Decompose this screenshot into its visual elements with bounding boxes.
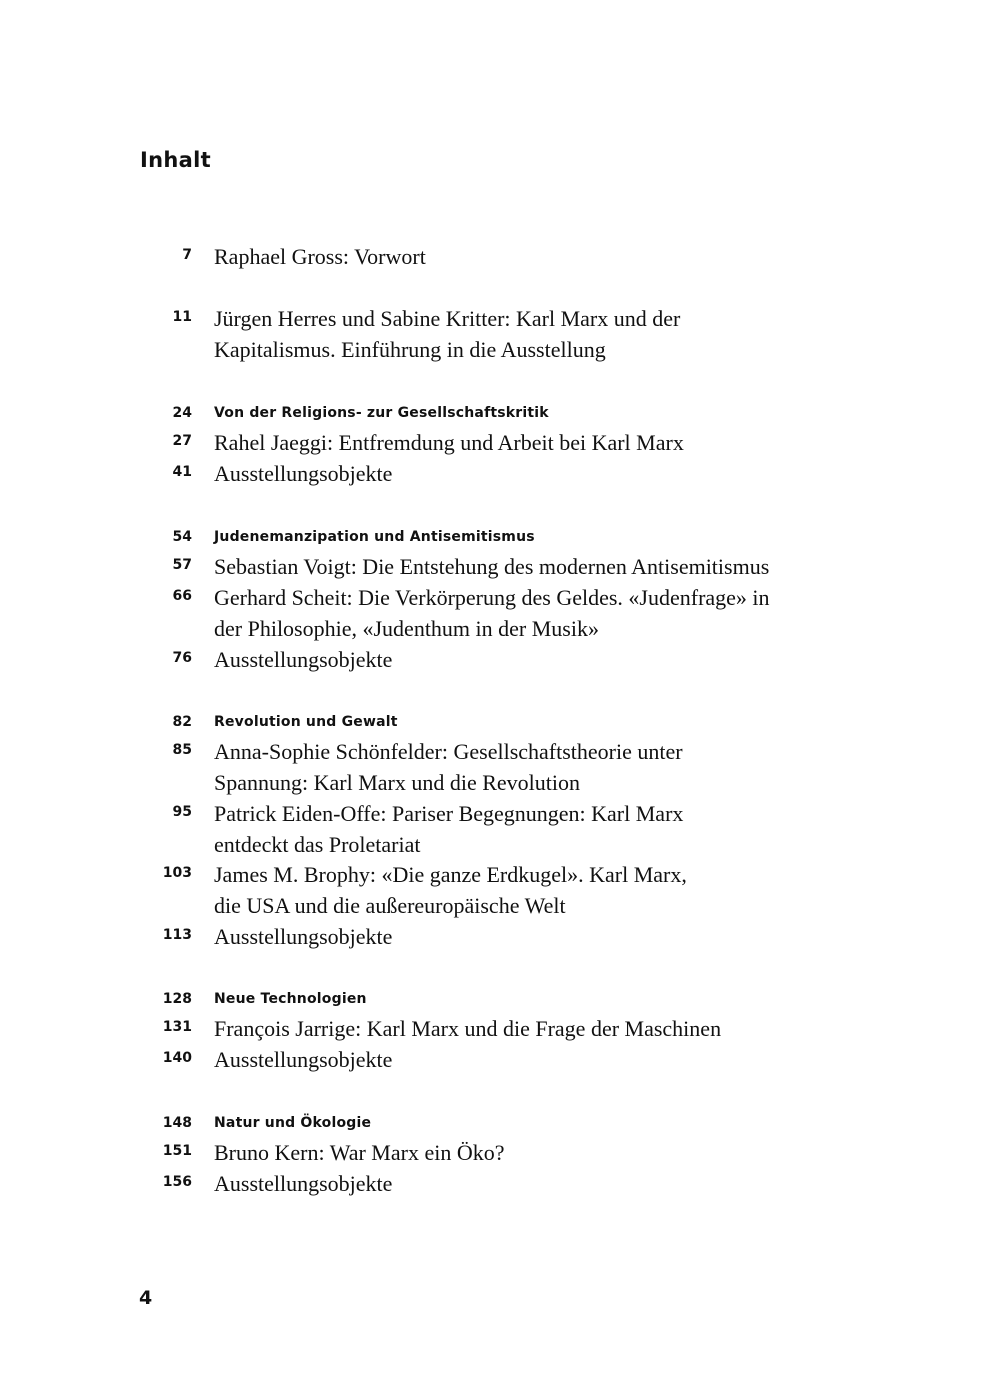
toc-page-number: 76 <box>172 650 192 666</box>
toc-page-number: 156 <box>162 1174 192 1190</box>
toc-entry-title: Ausstellungsobjekte <box>214 1171 393 1196</box>
page-number: 4 <box>139 1287 153 1309</box>
toc-entry-title: Anna-Sophie Schönfelder: Gesellschaftstheorie unter Spannung: Karl Marx und die Revolution <box>214 739 683 795</box>
toc-section-title: Natur und Ökologie <box>214 1115 372 1131</box>
toc-page-number: 113 <box>162 927 192 943</box>
toc-page-number: 41 <box>172 464 192 480</box>
toc-page-number: 24 <box>172 405 192 421</box>
toc-page-number: 151 <box>162 1143 192 1159</box>
toc-page-number: 85 <box>172 742 192 758</box>
toc-entry-title: Ausstellungsobjekte <box>214 1047 393 1072</box>
toc-page-number: 27 <box>172 433 192 449</box>
toc-section-title: Von der Religions- zur Gesellschaftskritik <box>214 405 549 421</box>
toc-entry-title: Patrick Eiden-Offe: Pariser Begegnungen: Karl Marx entdeckt das Proletariat <box>214 801 684 857</box>
toc-page-number: 103 <box>162 865 192 881</box>
toc-entry-title: Gerhard Scheit: Die Verkörperung des Geldes. «Judenfrage» in der Philosophie, «Judenthum in der Musik» <box>214 585 770 641</box>
toc-page-number: 57 <box>172 557 192 573</box>
toc-heading: Inhalt <box>140 148 211 172</box>
toc-entry-title: François Jarrige: Karl Marx und die Frage der Maschinen <box>214 1016 722 1041</box>
toc-entry-title: Raphael Gross: Vorwort <box>214 244 426 269</box>
toc-page-number: 131 <box>162 1019 192 1035</box>
toc-page-number: 128 <box>162 991 192 1007</box>
toc-entry-title: Ausstellungsobjekte <box>214 924 393 949</box>
toc-entry-title: James M. Brophy: «Die ganze Erdkugel». Karl Marx, die USA und die außereuropäische Welt <box>214 862 687 918</box>
toc-page-number: 66 <box>172 588 192 604</box>
toc-page-number: 95 <box>172 804 192 820</box>
toc-page-number: 11 <box>172 309 192 325</box>
toc-page-number: 54 <box>172 529 192 545</box>
toc-page-number: 7 <box>182 247 192 263</box>
toc-section-title: Neue Technologien <box>214 991 367 1007</box>
toc-entry-title: Ausstellungsobjekte <box>214 647 393 672</box>
toc-page-number: 140 <box>162 1050 192 1066</box>
toc-entry-title: Bruno Kern: War Marx ein Öko? <box>214 1140 505 1165</box>
toc-entry-title: Ausstellungsobjekte <box>214 461 393 486</box>
toc-section-title: Revolution und Gewalt <box>214 714 398 730</box>
toc-page-number: 148 <box>162 1115 192 1131</box>
toc-section-title: Judenemanzipation und Antisemitismus <box>214 529 535 545</box>
toc-entry-title: Sebastian Voigt: Die Entstehung des modernen Antisemitismus <box>214 554 770 579</box>
toc-entry-title: Rahel Jaeggi: Entfremdung und Arbeit bei Karl Marx <box>214 430 684 455</box>
toc-page-number: 82 <box>172 714 192 730</box>
toc-entry-title: Jürgen Herres und Sabine Kritter: Karl Marx und der Kapitalismus. Einführung in die Ausstellung <box>214 306 681 362</box>
